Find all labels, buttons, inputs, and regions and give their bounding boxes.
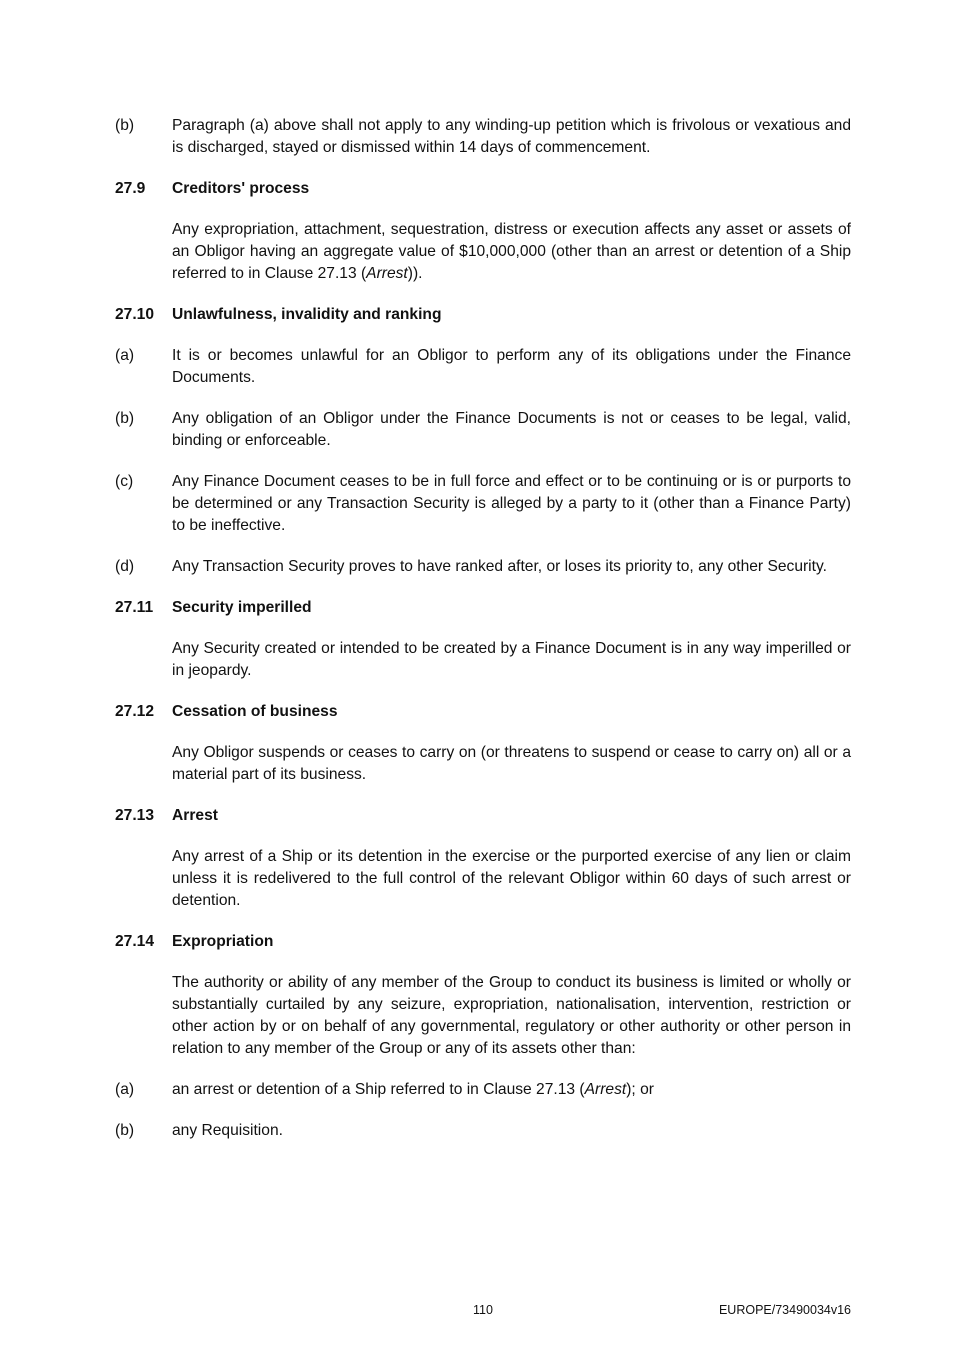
arrest-reference: Arrest	[366, 265, 408, 282]
clause-title: Arrest	[172, 807, 218, 824]
paragraph-b-obligation	[115, 408, 851, 452]
clause-heading-27-11	[115, 597, 851, 619]
arrest-reference: Arrest	[584, 1081, 627, 1098]
clause-number: 27.13	[115, 807, 155, 824]
page-number: 110	[473, 1303, 493, 1317]
document-reference: EUROPE/73490034v16	[718, 1303, 851, 1317]
paragraph-a-unlawful	[115, 345, 851, 389]
paragraph-b-winding-up	[115, 115, 851, 159]
clause-number: 27.11	[115, 599, 154, 616]
item-text: It is or becomes unlawful for an Obligor to perform any of its obligations under the Finance Documents.	[172, 347, 851, 386]
clause-27-9-body	[115, 219, 851, 285]
item-text: Any obligation of an Obligor under the Finance Documents is not or ceases to be legal, valid, binding or enforceable.	[172, 410, 851, 449]
clause-number: 27.10	[115, 306, 155, 323]
item-text: Any Finance Document ceases to be in full force and effect or to be continuing or is or purports to be determined or any Transaction Security is alleged by a party to it (other than a Finance Party) to be ineffective.	[172, 473, 851, 534]
body-text: Any Obligor suspends or ceases to carry on (or threatens to suspend or cease to carry on) all or a material part of its business.	[172, 744, 851, 783]
body-text-start: Any expropriation, attachment, sequestration, distress or execution affects any asset or assets of an Obligor having an aggregate value of $10,000,000 (other than an arrest or detention of a Ship referred to in Clause 27.13 (	[172, 221, 851, 282]
item-label: (b)	[115, 117, 135, 134]
body-text	[172, 219, 851, 285]
body-text: Any Security created or intended to be created by a Finance Document is in any way imperilled or in jeopardy.	[172, 640, 851, 679]
clause-27-14-body	[115, 972, 851, 1060]
clause-heading-27-14	[115, 931, 851, 953]
clause-title: Unlawfulness, invalidity and ranking	[172, 306, 442, 323]
item-text	[172, 1079, 851, 1101]
paragraph-d-transaction-security	[115, 556, 851, 578]
item-text: any Requisition.	[172, 1122, 283, 1139]
item-text-start: an arrest or detention of a Ship referred to in Clause 27.13 (	[172, 1081, 585, 1098]
item-label: (b)	[115, 410, 135, 427]
clause-number: 27.9	[115, 180, 146, 197]
clause-27-11-body	[115, 638, 851, 682]
item-label: (b)	[115, 1122, 135, 1139]
body-text-end: )).	[407, 265, 423, 282]
item-label: (a)	[115, 1081, 135, 1098]
clause-27-13-body	[115, 846, 851, 912]
clause-title: Expropriation	[172, 933, 274, 950]
item-label: (d)	[115, 558, 135, 575]
clause-number: 27.14	[115, 933, 155, 950]
paragraph-b-requisition	[115, 1120, 851, 1142]
clause-27-12-body	[115, 742, 851, 786]
body-text: The authority or ability of any member of the Group to conduct its business is limited or wholly or substantially curtailed by any seizure, expropriation, nationalisation, intervention, restriction or other action by or on behalf of any governmental, regulatory or other authority or other person in relation to any member of the Group or any of its assets other than:	[172, 974, 851, 1057]
item-text: Any Transaction Security proves to have ranked after, or loses its priority to, any other Security.	[172, 558, 827, 575]
clause-title: Creditors' process	[172, 180, 310, 197]
body-text: Any arrest of a Ship or its detention in the exercise or the purported exercise of any lien or claim unless it is redelivered to the full control of the relevant Obligor within 60 days of such arrest or detention.	[172, 848, 851, 909]
clause-heading-27-13	[115, 805, 851, 827]
clause-title: Cessation of business	[172, 703, 338, 720]
clause-heading-27-12	[115, 701, 851, 723]
clause-number: 27.12	[115, 703, 155, 720]
clause-heading-27-9	[115, 178, 851, 200]
item-label: (a)	[115, 347, 135, 364]
clause-heading-27-10	[115, 304, 851, 326]
item-text: Paragraph (a) above shall not apply to any winding-up petition which is frivolous or vexatious and is discharged, stayed or dismissed within 14 days of commencement.	[172, 117, 851, 156]
clause-title: Security imperilled	[172, 599, 312, 616]
item-label: (c)	[115, 473, 134, 490]
paragraph-c-finance-document	[115, 471, 851, 537]
paragraph-a-arrest-exception	[115, 1079, 851, 1101]
item-text-end: ); or	[626, 1081, 654, 1098]
